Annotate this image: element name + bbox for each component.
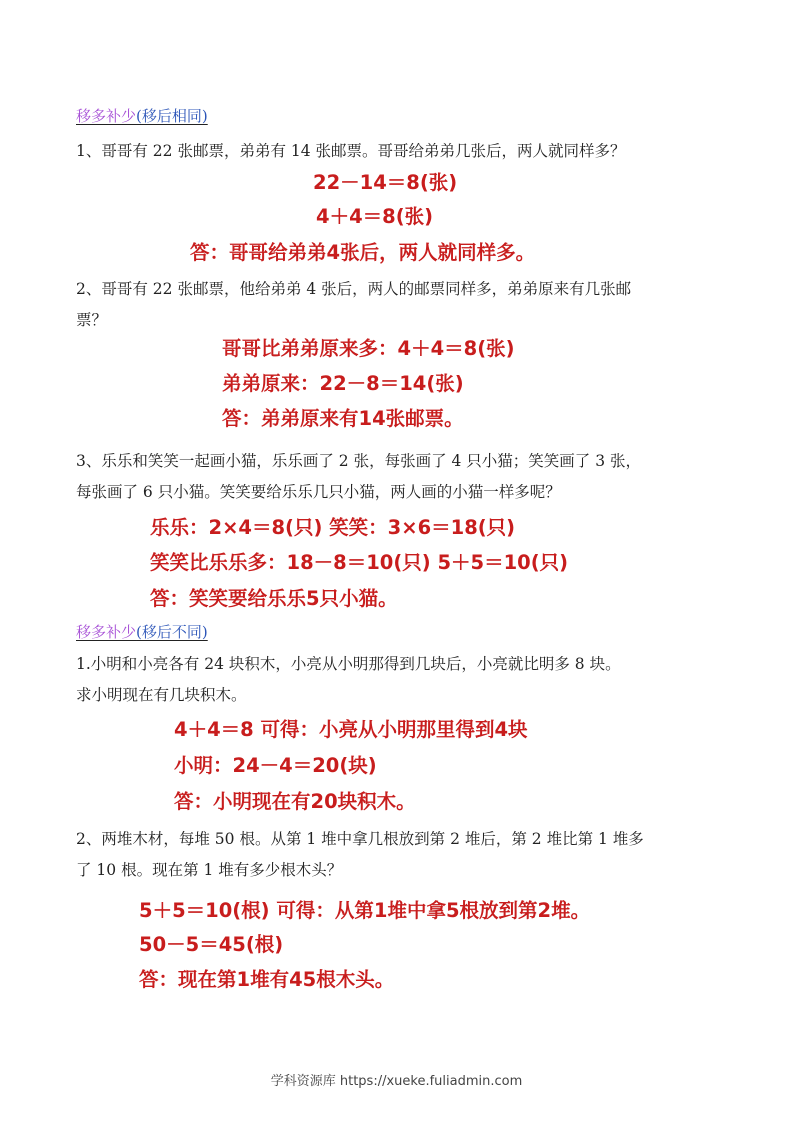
section-subtitle: (移后不同) [136, 623, 208, 641]
problem-4-question-line-2: 求小明现在有几块积木。 [76, 686, 247, 704]
section-heading-same [76, 107, 208, 125]
problem-2-step-2: 弟弟原来：22－8＝14(张) [222, 372, 464, 395]
problem-2-step-1: 哥哥比弟弟原来多：4＋4＝8(张) [222, 337, 515, 360]
problem-5-question-line-2: 了 10 根。现在第 1 堆有多少根木头？ [76, 861, 343, 879]
section-heading-different [76, 623, 208, 641]
section-title: 移多补少 [76, 107, 137, 125]
problem-1-answer: 答：哥哥给弟弟4张后，两人就同样多。 [190, 241, 536, 264]
problem-3-step-2: 笑笑比乐乐多：18－8＝10(只) 5＋5＝10(只) [150, 551, 569, 574]
problem-4-step-2: 小明：24－4＝20(块) [174, 754, 377, 777]
section-subtitle: (移后相同) [136, 107, 208, 125]
problem-2-question-line-2: 票？ [76, 311, 108, 329]
problem-3-step-1: 乐乐：2×4＝8(只) 笑笑：3×6＝18(只) [150, 516, 516, 539]
problem-4-answer: 答：小明现在有20块积木。 [174, 790, 416, 813]
problem-4-question-line-1: 1.小明和小亮各有 24 块积木，小亮从小明那得到几块后，小亮就比明多 8 块。 [76, 655, 621, 673]
footer-source: 学科资源库 https://xueke.fuliadmin.com [270, 1074, 523, 1089]
problem-1-step-1: 22－14＝8(张) [313, 171, 458, 194]
problem-1-question: 1、哥哥有 22 张邮票，弟弟有 14 张邮票。哥哥给弟弟几张后，两人就同样多？ [76, 142, 626, 160]
problem-2-question-line-1: 2、哥哥有 22 张邮票，他给弟弟 4 张后，两人的邮票同样多，弟弟原来有几张邮 [76, 280, 632, 298]
problem-5-step-2: 50－5＝45(根) [139, 933, 284, 956]
problem-3-question-line-1: 3、乐乐和笑笑一起画小猫，乐乐画了 2 张，每张画了 4 只小猫；笑笑画了 3 张， [76, 452, 642, 470]
problem-4-step-1: 4＋4＝8 可得：小亮从小明那里得到4块 [174, 718, 528, 741]
problem-3-question-line-2: 每张画了 6 只小猫。笑笑要给乐乐几只小猫，两人画的小猫一样多呢？ [76, 483, 561, 501]
problem-2-answer: 答：弟弟原来有14张邮票。 [222, 407, 464, 430]
problem-5-question-line-1: 2、两堆木材，每堆 50 根。从第 1 堆中拿几根放到第 2 堆后，第 2 堆比第 1 堆多 [76, 830, 644, 848]
section-title: 移多补少 [76, 623, 137, 641]
problem-1-step-2: 4＋4＝8(张) [316, 205, 434, 228]
problem-5-answer: 答：现在第1堆有45根木头。 [139, 968, 395, 991]
problem-5-step-1: 5＋5＝10(根) 可得：从第1堆中拿5根放到第2堆。 [139, 899, 591, 922]
problem-3-answer: 答：笑笑要给乐乐5只小猫。 [150, 587, 398, 610]
